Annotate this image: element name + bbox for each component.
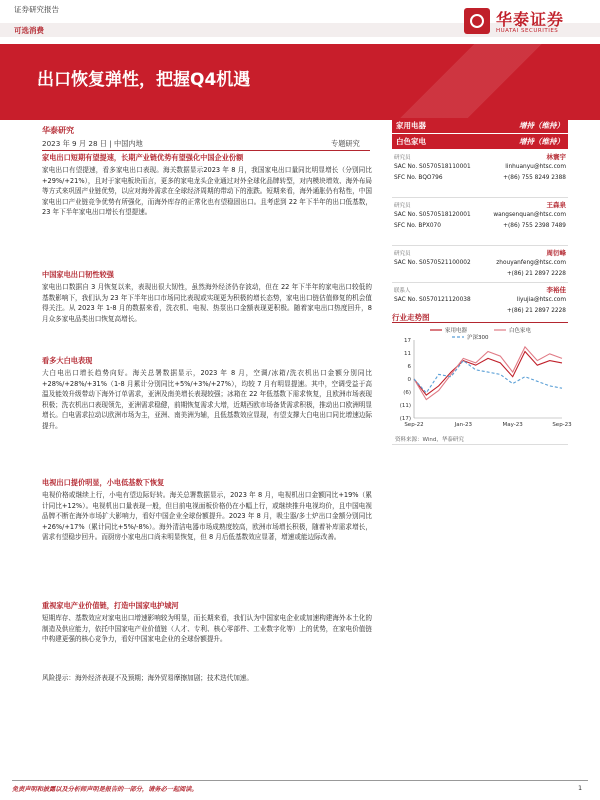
analyst-phone: +(86) 21 2897 2228 — [506, 271, 566, 277]
section-heading: 看多大白电表现 — [42, 356, 93, 365]
section-heading: 中国家电出口韧性较强 — [42, 270, 114, 279]
logo-text: 华泰证券 — [496, 10, 565, 29]
logo-subtext: HUATAI SECURITIES — [496, 28, 559, 34]
legend-label: 沪深300 — [467, 335, 489, 341]
legend-label: 家用电器 — [445, 328, 468, 334]
analyst-name: 林寰宇 — [546, 153, 566, 161]
section-body: 家电出口有望提速，看多家电出口表现。海关数据显示2023 年 8 月，我国家电出口量同比明显增长（分别同比+29%/+21%），且对于家电板块而言，更多的家电龙头企业通过对外全球化品牌转型，对内模块增效、海外布局等方式来巩固产业链优势，以应对海外需求在全球经济周期的带动下的涨跌。短期来看，海外通胀仍有粘性，中国家电出口产业链竞争优势有所强化，而海外库存的正常化也有望稳固出口。且考虑到 22 年下半年的出口低基数，23 年下半年家电出口增长有望提速。 — [42, 166, 372, 217]
x-tick-label: Sep-22 — [404, 422, 424, 428]
divider — [392, 444, 568, 445]
section-body: 家电出口数据自 3 月恢复以来，表现出很大韧性，虽然海外经济仍存波动，但在 22 年下半年的家电出口较低的基数影响下，我们认为 23 年下半年出口市场同比表现或实现更为积极的增长态势，家电出口链估值修复的机会值得关注。从 2023 年 1-8 月的数据来看，洗衣机、电视、热泵出口金额表现更积极。随着家电出口热度回升，8 月众多家电品类出口恢复高增长。 — [42, 283, 372, 323]
sidebar — [392, 118, 568, 319]
series-line — [414, 347, 562, 400]
risk-warning: 风险提示：海外经济表现不及预期；海外贸易摩擦加剧；技术迭代加速。 — [42, 674, 253, 682]
divider — [392, 322, 568, 323]
y-tick-label: (17) — [399, 416, 411, 422]
analyst-role: 研究员 — [394, 203, 411, 209]
company-logo — [464, 6, 588, 40]
x-tick-label: Jan-23 — [454, 422, 473, 428]
rating-row — [392, 134, 568, 149]
y-tick-label: 11 — [404, 351, 411, 357]
y-tick-label: 0 — [407, 377, 411, 383]
footer-disclaimer: 免责声明和披露以及分析师声明是报告的一部分，请务必一起阅读。 — [12, 786, 198, 793]
analyst-email[interactable]: zhouyanfeng@htsc.com — [496, 260, 566, 266]
y-tick-label: 6 — [407, 364, 411, 370]
industry-rating: 增持（维持） — [519, 137, 564, 146]
report-region: 中国内地 — [114, 139, 143, 148]
section-body: 大白电出口增长趋势向好。海关总署数据显示，2023 年 8 月，空调/冰箱/洗衣机出口金额分别同比+28%/+28%/+31%（1-8 月累计分别同比+5%/+3%/+27%），均较 7 月有明显提速。其中，空调受益于高温及能效升级带动下海外订单需求，亚洲及南美增长表现较强；冰箱在 22 年低基数下需求恢复，且欧洲市场表现积极；洗衣机出口表现领先，亚洲需求稳健，前期恢复需求大增，近期西欧市场备货需求积极，推动出口欧洲明显增长。白电需求拉动以欧洲市场为主，亚洲、南美洲为辅，且低基数效应显现，有望支撑大白电出口同比增速边际提升。 — [42, 369, 372, 430]
org-name: 华泰研究 — [42, 126, 74, 135]
analyst-sac: SAC No. S0570518120001 — [394, 212, 471, 218]
x-tick-label: May-23 — [502, 422, 523, 428]
analyst-phone: +(86) 21 2897 2228 — [506, 308, 566, 314]
y-tick-label: (6) — [403, 390, 411, 396]
chart-source: 资料来源：Wind，华泰研究 — [395, 437, 464, 443]
analyst-name: 周衍峰 — [546, 249, 566, 257]
analyst-phone: +(86) 755 8249 2388 — [503, 175, 566, 181]
page-number: 1 — [578, 784, 583, 792]
analyst-sfc: SFC No. BPX070 — [394, 223, 441, 229]
doc-type-label: 证券研究报告 — [14, 5, 59, 14]
analyst-sac: SAC No. S0570121120038 — [394, 297, 471, 303]
analyst-email[interactable]: wangsenquan@htsc.com — [493, 212, 566, 218]
industry-trend-chart — [392, 326, 572, 434]
section-4 — [42, 478, 372, 543]
section-1 — [42, 153, 372, 218]
analyst-card — [392, 150, 568, 198]
section-heading: 家电出口短期有望提速，长期产业链优势有望强化中国企业份额 — [42, 153, 244, 162]
footer-divider — [12, 780, 588, 781]
analyst-card — [392, 198, 568, 246]
section-2 — [42, 270, 372, 324]
analyst-role: 联系人 — [394, 288, 411, 294]
analyst-card — [392, 246, 568, 283]
industry-rating: 增持（维持） — [519, 121, 564, 130]
analyst-sac: SAC No. S0570521100002 — [394, 260, 471, 266]
analyst-sac: SAC No. S0570518110001 — [394, 164, 471, 170]
analyst-phone: +(86) 755 2398 7489 — [503, 223, 566, 229]
y-tick-label: (11) — [399, 403, 411, 409]
analyst-sfc: SFC No. BQO796 — [394, 175, 443, 181]
analyst-name: 李裕佳 — [546, 286, 566, 294]
analyst-role: 研究员 — [394, 155, 411, 161]
analyst-name: 王森泉 — [546, 201, 566, 209]
section-body: 短期库存、基数效应对家电出口增速影响较为明显，而长期来看，我们认为中国家电企业或加速构建海外本土化的制造及供应能力，依托中国家电产业价值链（人才、专利、核心零部件、工业数字化等）上的优势，在家电价值链中构建更强的核心竞争力，看好中国家电企业的全球份额提升。 — [42, 614, 372, 644]
legend-label: 白色家电 — [509, 328, 532, 334]
report-title: 出口恢复弹性，把握Q4机遇 — [37, 70, 251, 90]
analyst-email[interactable]: liyujia@htsc.com — [516, 297, 566, 303]
x-tick-label: Sep-23 — [552, 422, 572, 428]
y-tick-label: 17 — [404, 338, 411, 344]
trend-title: 行业走势图 — [392, 313, 430, 322]
dateline: 2023 年 9 月 28 日 | 中国内地 专题研究 — [42, 139, 360, 148]
report-type: 专题研究 — [331, 139, 360, 148]
section-heading: 电视出口提价明显，小电低基数下恢复 — [42, 478, 165, 487]
industry-name: 家用电器 — [396, 121, 426, 130]
category-label: 可选消费 — [14, 26, 44, 35]
report-date: 2023 年 9 月 28 日 — [42, 139, 107, 148]
section-heading: 重视家电产业价值链，打造中国家电护城河 — [42, 601, 179, 610]
title-banner — [0, 44, 600, 120]
logo-mark-icon — [464, 8, 490, 34]
analyst-role: 研究员 — [394, 251, 411, 257]
rating-row — [392, 118, 568, 133]
section-body: 电视价格或继续上行，小电有望边际好转。海关总署数据显示，2023 年 8 月，电视机出口金额同比+19%（累计同比+12%）。电视机出口量表现一般，但目前电视面板价格仍在小幅上行，或继续推升电视均价，且中国电视品牌不断在海外市场扩大影响力，看好中国企业全球份额提升。2023 年 8 月，吸尘器/多士炉出口金额分别同比+26%/+17%（累计同比+5%/-8%）。海外清洁电器市场成熟度较高，欧洲市场增长积极，随着补库需求增长，需求有望稳步回升。而厨房小家电出口尚未明显恢复，但 8 月后低基数效应显著，增速或能边际改善。 — [42, 491, 372, 542]
banner-decoration — [340, 44, 600, 120]
section-3 — [42, 356, 372, 432]
divider — [42, 150, 370, 151]
section-5 — [42, 601, 372, 645]
analyst-email[interactable]: linhuanyu@htsc.com — [505, 164, 566, 170]
series-line — [414, 352, 562, 396]
industry-name: 白色家电 — [396, 137, 426, 146]
